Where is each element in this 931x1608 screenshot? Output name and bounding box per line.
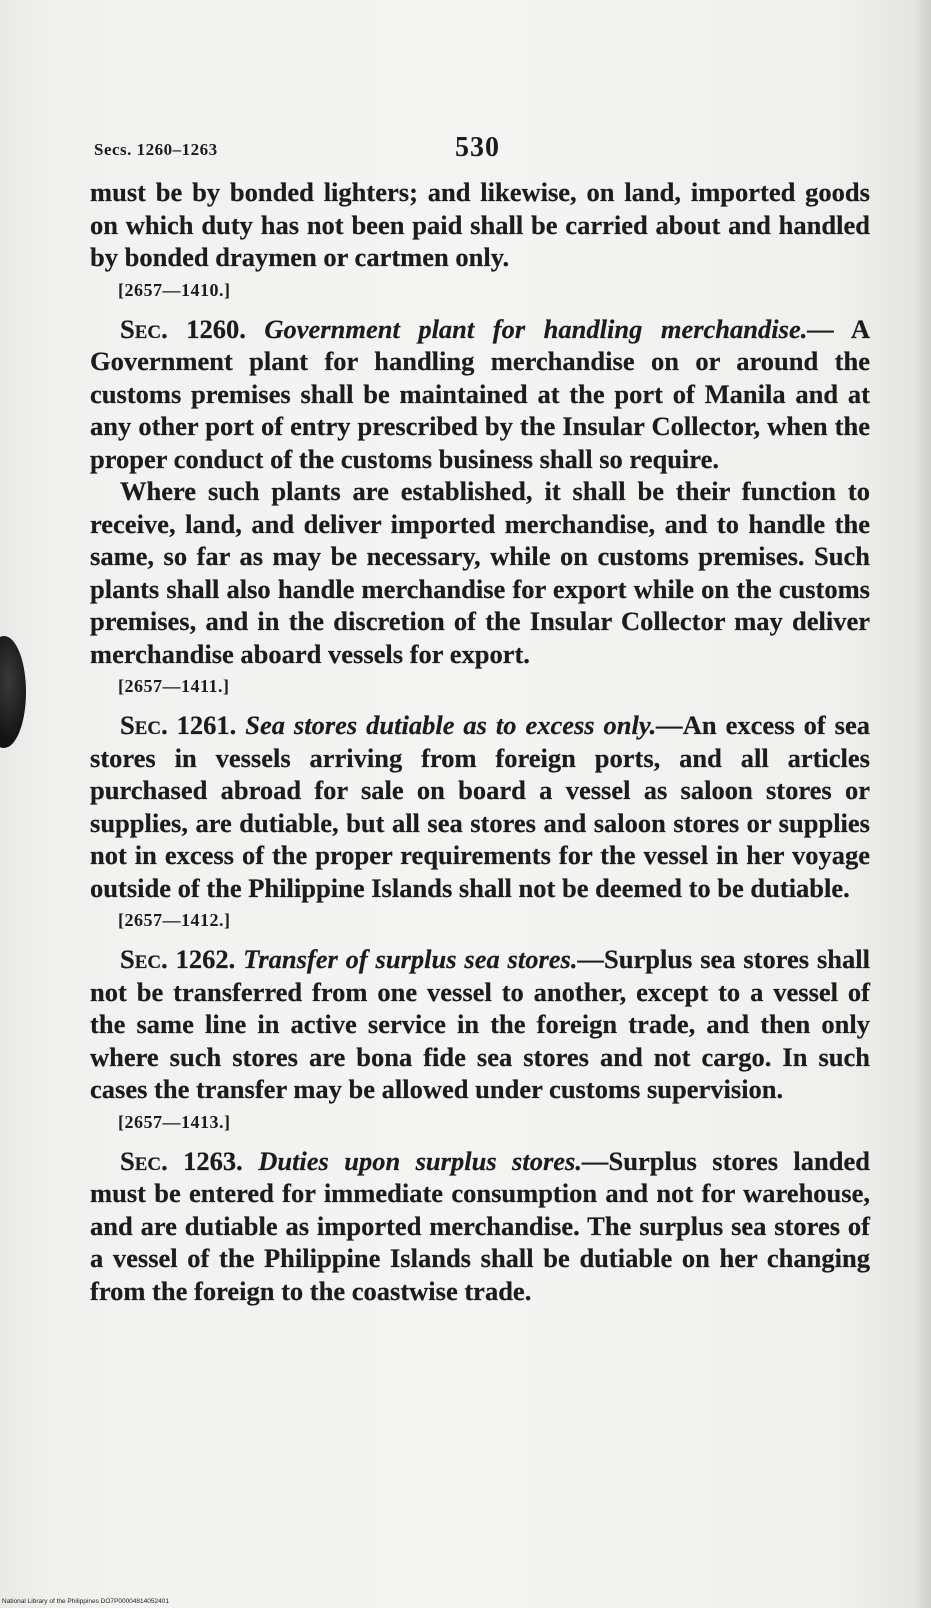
section-1263-paragraph bbox=[90, 1145, 870, 1308]
opening-paragraph: must be by bonded lighters; and likewise, on land, imported goods on which duty has not been paid shall be carried about and handled by bonded draymen or cartmen only. bbox=[90, 177, 870, 272]
section-text: Surplus stores landed must be entered for immediate consumption and not for warehouse, and are dutiable as imported merchandise. The surplus sea stores of a vessel of the Philippine Islands shall be dutiable on her changing from the foreign to the coastwise trade. bbox=[90, 1145, 870, 1306]
section-1260-paragraph-2: Where such plants are established, it shall be their function to receive, land, and deliver imported merchandise, and to handle the same, so far as may be necessary, while on customs premises. Such plants shall also handle merchandise for export while on the customs premises, and in the discretion of the Insular Collector may deliver merchandise aboard vessels for export. bbox=[90, 476, 870, 669]
page-number: 530 bbox=[455, 132, 500, 163]
section-text: An excess of sea stores in vessels arriving from foreign ports, and all articles purchased abroad for sale on board a vessel as saloon stores or supplies, are dutiable, but all sea stores and saloon stores or supplies not in excess of the proper requirements for the vessel in her voyage outside of the Philippine Islands shall not be deemed to be dutiable. bbox=[90, 710, 871, 903]
section-label: Sec. 1263. bbox=[120, 1145, 243, 1176]
section-label: Sec. 1262. bbox=[120, 944, 236, 974]
section-1262-paragraph bbox=[90, 943, 870, 1106]
section-title: Duties upon surplus stores.— bbox=[258, 1145, 609, 1176]
citation: [2657—1410.] bbox=[118, 279, 231, 300]
section-text: A Government plant for handling merchandise on or around the customs premises shall be maintained at the port of Manila and at any other port of entry prescribed by the Insular Collector, when the proper conduct of the customs business shall so require. bbox=[90, 313, 871, 474]
citation: [2657—1413.] bbox=[118, 1111, 231, 1132]
section-label: Sec. 1260. bbox=[120, 313, 246, 344]
section-text: Surplus sea stores shall not be transferred from one vessel to another, except to a vessel of the same line in active service in the foreign trade, and then only where such stores are bona fide sea stores and not cargo. In such cases the transfer may be allowed under customs supervision. bbox=[90, 944, 870, 1104]
section-1260-paragraph-1 bbox=[90, 313, 870, 476]
citation: [2657—1412.] bbox=[118, 910, 231, 930]
section-range: Secs. 1260–1263 bbox=[94, 140, 218, 159]
section-title: Transfer of surplus sea stores.— bbox=[243, 944, 604, 974]
section-title: Government plant for handling merchandise.— bbox=[264, 313, 834, 344]
citation: [2657—1411.] bbox=[118, 676, 230, 696]
book-page bbox=[90, 128, 870, 1307]
page-edge-shadow bbox=[913, 0, 931, 1608]
section-title: Sea stores dutiable as to excess only.— bbox=[245, 710, 683, 740]
section-1261-paragraph bbox=[90, 709, 870, 904]
scan-credit-footer: National Library of the Philippines DO7P00004814052401 bbox=[2, 1598, 169, 1605]
section-label: Sec. 1261. bbox=[120, 710, 237, 740]
running-head bbox=[90, 128, 870, 168]
